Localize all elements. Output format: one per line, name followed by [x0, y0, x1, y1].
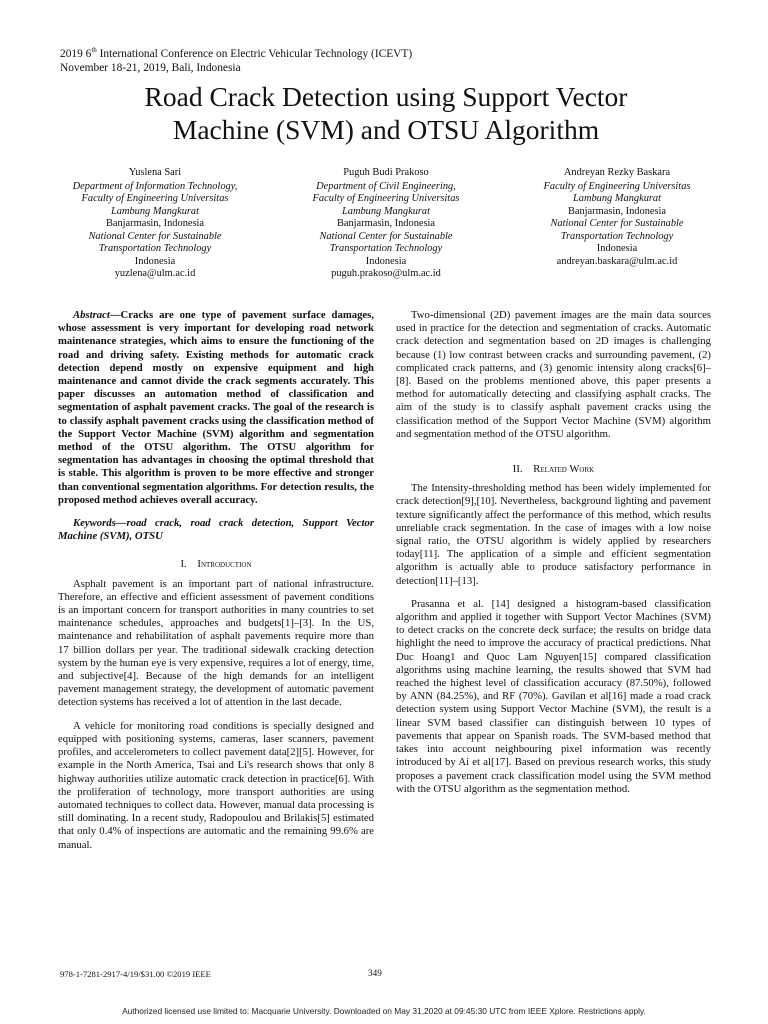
keywords-text: road crack, road crack detection, Support Vector Machine (SVM), OTSU: [58, 517, 374, 543]
author-affiliation: Faculty of Engineering Universitas: [81, 193, 229, 204]
paper-title: [60, 80, 712, 146]
author-center: Transportation Technology: [560, 230, 674, 242]
author-country: Indonesia: [365, 255, 407, 267]
section-heading-related-work: II. Related Work: [512, 463, 595, 476]
author-center: Transportation Technology: [329, 243, 443, 254]
page-number: 349: [368, 968, 382, 978]
paragraph: The Intensity-thresholding method has been widely implemented for crack detection[9],[10]. Nevertheless, background lighting and pavement texture significantly affect the performance of this method, which results unreliable crack segmentation. In the case of images with a low noise signal ratio, the OTSU algorithm is widely applied by researchers today[11]. The application of a simple and efficient segmentation algorithm is actually able to produce satisfactory performance in detection[11]–[13].: [396, 482, 711, 587]
author-affiliation: Lambung Mangkurat: [341, 205, 431, 217]
author-1: [40, 167, 270, 281]
conference-ordinal-sup: th: [91, 46, 97, 54]
right-column: [396, 309, 711, 796]
keywords-label: Keywords: [73, 517, 116, 530]
author-affiliation: Faculty of Engineering Universitas: [543, 180, 691, 192]
title-line-2: Machine (SVM) and OTSU Algorithm: [172, 114, 600, 145]
author-name: Puguh Budi Prakoso: [343, 167, 429, 178]
author-2: [271, 167, 501, 281]
author-name: Yuslena Sari: [128, 167, 182, 178]
author-email: puguh.prakoso@ulm.ac.id: [331, 268, 441, 279]
author-center: Transportation Technology: [98, 243, 212, 254]
paragraph: Prasanna et al. [14] designed a histogram-based classification algorithm and applied it together with Support Vector Machines (SVM) to detect cracks on the concrete deck surface; the results on bridge data highlight the need to improve the accuracy of practical predictions. Nhat Duc Hoang1 and Quoc Lam Nguyen[15] compared classification algorithms using machine learning, the results showed that SVM had reached the highest level of classification accuracy (87.50%), followed by ANN (84.25%), and RF (70%). Gavilan et al[16] made a road crack detection system using Support Vector Machine (SVM), the result is a linear SVM based classifier can distinguish between 10 types of pavements that appear on Spanish roads. The SVM-based method that takes into account neighbouring pixel information was recently introduced by Ai et al[17]. Based on previous research works, this study proposes a pavement crack classification model using the SVM method with the OTSU algorithm as the segmentation method.: [396, 597, 711, 795]
abstract-label: Abstract: [73, 309, 110, 321]
keywords: Keywords—road crack, road crack detection, Support Vector Machine (SVM), OTSU: [58, 517, 374, 543]
author-affiliation: Faculty of Engineering Universitas: [312, 193, 460, 204]
author-city: Banjarmasin, Indonesia: [105, 218, 205, 229]
paragraph: Two-dimensional (2D) pavement images are the main data sources used in practice for the detection and segmentation of cracks. Automatic crack detection and segmentation based on 2D images is challenging because (1) low contrast between cracks and surrounding pavement, (2) complicated crack patterns, and (3) genomic intensity along cracks[6]–[8]. Based on the problems mentioned above, this paper presents a method for automatically detecting and classifying asphalt cracks. The aim of the study is to classify asphalt pavement cracks using the classification method of the Support Vector Machine (SVM) algorithm and segmentation method of the OTSU algorithm.: [396, 309, 711, 440]
author-affiliation: Lambung Mangkurat: [110, 205, 200, 217]
author-name: Andreyan Rezky Baskara: [563, 167, 671, 178]
author-center: National Center for Sustainable: [319, 230, 453, 242]
author-email: andreyan.baskara@ulm.ac.id: [556, 255, 678, 267]
conference-header: [60, 43, 620, 75]
title-line-1: Road Crack Detection using Support Vector: [144, 81, 628, 112]
author-city: Banjarmasin, Indonesia: [336, 218, 436, 229]
author-center: National Center for Sustainable: [88, 230, 222, 242]
author-country: Indonesia: [596, 243, 638, 254]
abstract-text: Cracks are one type of pavement surface damages, whose assessment is very important for developing road network maintenance strategies, which aims to ensure the functioning of the road and driving safety. Existing methods for automatic crack detection depend mostly on expensive equipment and high maintenance and cannot divide the crack segments accurately. This paper discusses an automation method of classification and segmentation of asphalt pavement cracks. The goal of the research is to classify asphalt pavement cracks using the classification method of the Support Vector Machine (SVM) algorithm and segmentation method of the OTSU algorithm. The OTSU algorithm for segmentation has advantages in choosing the optimal threshold that is stable. This algorithm is proven to be more effective and stronger than conventional segmentation algorithms. For detection results, the proposed method achieves overall accuracy.: [58, 309, 374, 506]
paragraph: Asphalt pavement is an important part of national infrastructure. Therefore, an effective and efficient assessment of pavement conditions is an important concern for transport authorities in many countries to set maintenance schedules, approaches and budgets[1]–[3]. In the US, maintenance and rehabilitation of asphalt pavements require more than 17 billion dollars per year. The traditional sidewalk cracking detection system by the human eye is very expensive, requires a lot of energy, time, and subjective[4]. Because of the high demands for an intelligent pavement management strategy, the development of automatic pavement detection systems has received a lot of attention in the last decade.: [58, 577, 374, 709]
license-notice: Authorized licensed use limited to: Macquarie University. Downloaded on May 31,2020 at 09:45:30 UTC from IEEE Xplore. Restrictions apply.: [122, 1006, 646, 1016]
left-column: [58, 309, 374, 852]
author-center: National Center for Sustainable: [550, 218, 684, 229]
author-affiliation: Department of Information Technology,: [72, 180, 238, 192]
author-3: [502, 167, 732, 281]
author-country: Indonesia: [134, 255, 176, 267]
section-heading-introduction: I. Introduction: [180, 558, 252, 571]
author-city: Banjarmasin, Indonesia: [567, 205, 667, 217]
abstract: Abstract—Cracks are one type of pavement surface damages, whose assessment is very important for developing road network maintenance strategies, which aims to ensure the functioning of the road and driving safety. Existing methods for automatic crack detection depend mostly on expensive equipment and high maintenance and cannot divide the crack segments accurately. This paper discusses an automation method of classification and segmentation of asphalt pavement cracks. The goal of the research is to classify asphalt pavement cracks using the classification method of the Support Vector Machine (SVM) algorithm and segmentation method of the OTSU algorithm. The OTSU algorithm for segmentation has advantages in choosing the optimal threshold that is stable. This algorithm is proven to be more effective and stronger than conventional segmentation algorithms. For detection results, the proposed method achieves overall accuracy.: [58, 309, 374, 506]
author-email: yuzlena@ulm.ac.id: [114, 268, 196, 279]
author-affiliation: Department of Civil Engineering,: [316, 180, 456, 192]
conference-line-1: 2019 6th International Conference on Electric Vehicular Technology (ICEVT): [60, 46, 413, 60]
footer-isbn: 978-1-7281-2917-4/19/$31.00 ©2019 IEEE: [60, 969, 211, 979]
author-affiliation: Lambung Mangkurat: [572, 193, 662, 204]
conference-line-2: November 18-21, 2019, Bali, Indonesia: [60, 61, 241, 74]
author-block: [40, 167, 732, 281]
paragraph: A vehicle for monitoring road conditions is specially designed and equipped with positioning systems, cameras, laser scanners, pavement profiles, and accelerometers to collect pavement data[2][5]. However, for example in the North America, Tsai and Li's research shows that only 8 highway authorities utilize automatic crack detection in practice[6]. With the proliferation of technology, more transport authorities are using automated techniques to collect data. However, manual data processing is still dominating. In a recent study, Radopoulou and Brilakis[5] estimated that only 0.4% of inspections are automatic and the remaining 99.6% are manual.: [58, 719, 374, 851]
